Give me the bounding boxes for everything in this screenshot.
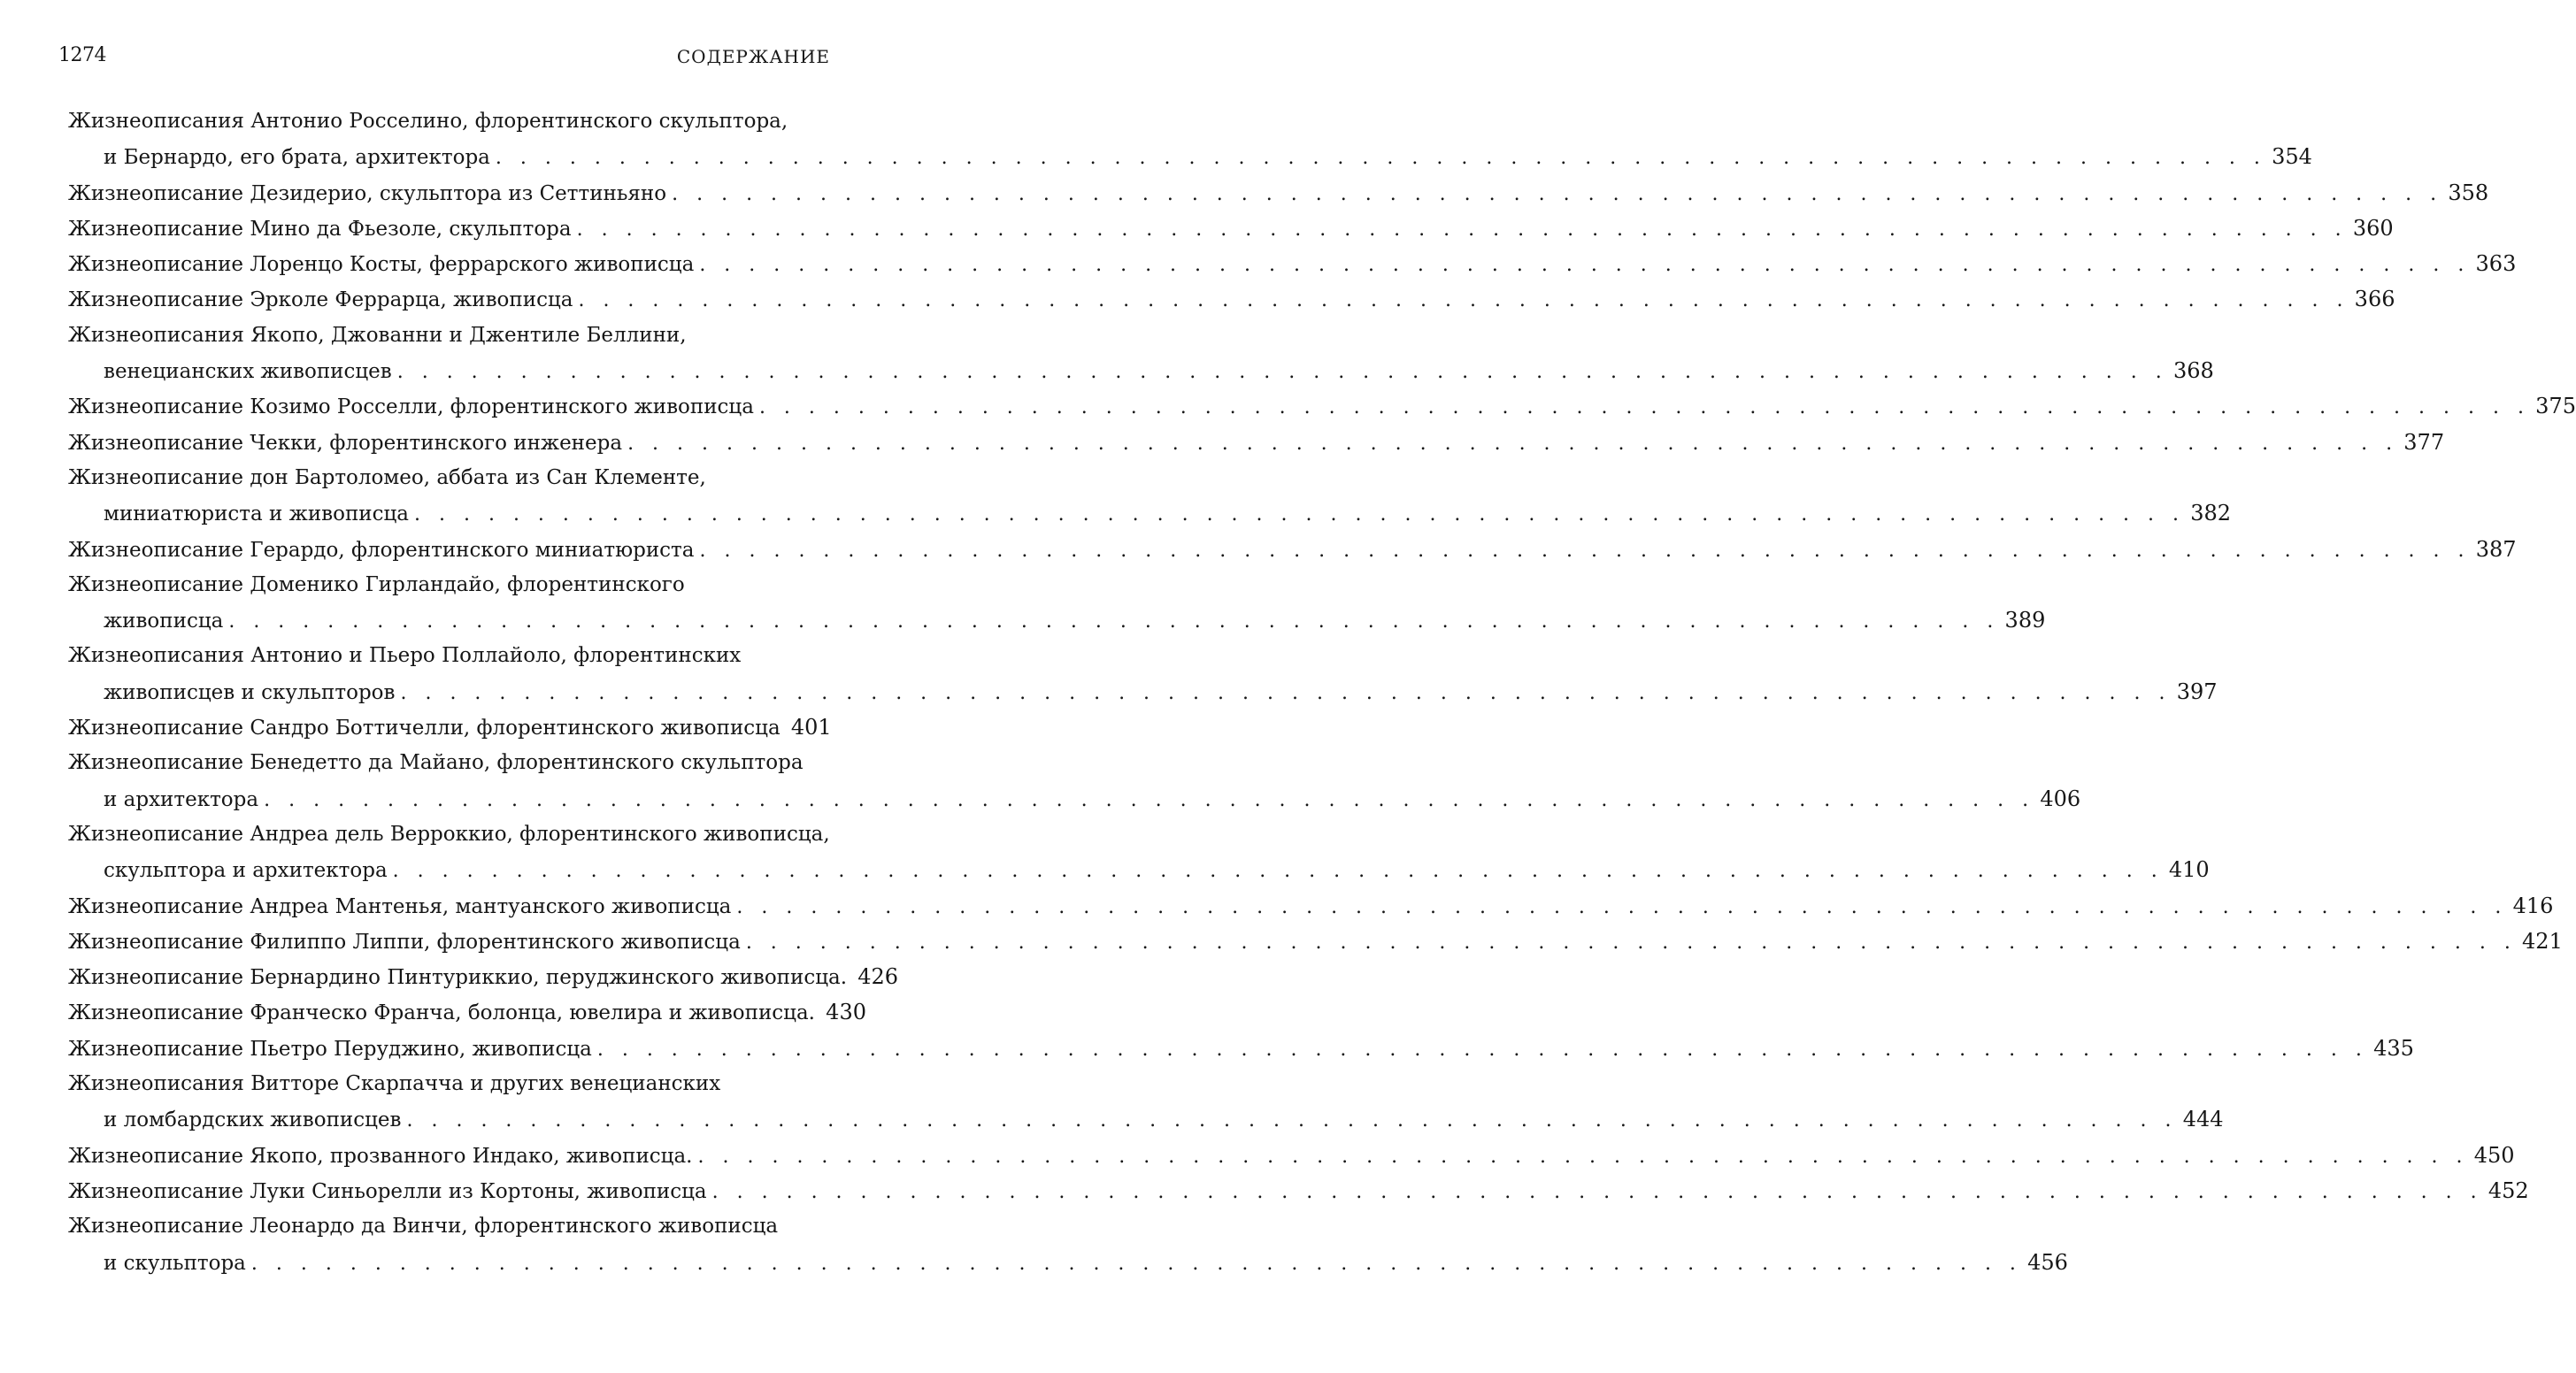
toc-entry — [66, 425, 2445, 460]
toc-page-number: 366 — [2354, 287, 2395, 312]
toc-entry-title: Жизнеописание Франческо Франча, болонца, ювелира и живописца. — [68, 1001, 815, 1025]
toc-entry-line — [66, 353, 2214, 388]
toc-page-number: 389 — [2004, 608, 2046, 633]
toc-entry-line — [66, 1138, 2515, 1173]
running-head: СОДЕРЖАНИЕ — [676, 46, 830, 67]
dot-leader — [698, 1139, 2469, 1175]
dot-leader — [712, 1175, 2483, 1210]
toc-entry — [66, 211, 2394, 246]
toc-entry-title: Жизнеописание Леонардо да Винчи, флорентинского живописца — [68, 1215, 779, 1239]
dot-leader — [397, 355, 2168, 390]
toc-entry-line — [66, 674, 2218, 710]
toc-page-number: 452 — [2488, 1177, 2529, 1203]
toc-entry-line — [66, 495, 2232, 531]
toc-entry-title: и скульптора — [104, 1251, 246, 1275]
toc-page-number: 382 — [2190, 501, 2232, 526]
toc-entry-title: Жизнеописание Козимо Росселли, флорентинского живописца — [68, 395, 754, 419]
toc-entry — [66, 1208, 2068, 1280]
toc-entry-line — [66, 924, 2563, 959]
page-header — [0, 44, 885, 73]
toc-entry-line — [66, 104, 819, 139]
toc-page-number: 444 — [2182, 1107, 2224, 1132]
toc-entry-line — [66, 175, 2489, 211]
toc-entry-line — [66, 1066, 819, 1101]
toc-entry-line — [66, 532, 2517, 567]
toc-entry-line — [66, 638, 819, 673]
toc-entry — [66, 388, 2576, 424]
toc-entry-title: Жизнеописания Антонио Росселино, флорентинского скульптора, — [68, 110, 788, 133]
toc-page-number: 421 — [2522, 928, 2563, 954]
toc-page-number: 363 — [2475, 251, 2517, 277]
dot-leader — [264, 783, 2034, 818]
page-number: 1274 — [58, 44, 106, 66]
toc-entry-title: Жизнеописание Андреа дель Верроккио, флорентинского живописца, — [68, 822, 830, 846]
toc-entry — [66, 1173, 2529, 1208]
toc-entry-title: Жизнеописание Эрколе Феррарца, живописца — [68, 288, 573, 312]
toc-entry — [66, 745, 2081, 817]
toc-page-number: 354 — [2272, 144, 2312, 170]
toc-entry-title: и Бернардо, его брата, архитектора — [104, 146, 490, 170]
dot-leader — [736, 890, 2507, 925]
toc-entry-title: Жизнеописание Мино да Фьезоле, скульптора — [68, 217, 572, 241]
toc-entry-line — [66, 281, 2395, 317]
toc-entry-title: живописца — [104, 610, 224, 633]
toc-entry-title: венецианских живописцев — [104, 360, 392, 384]
toc-page-number: 450 — [2473, 1142, 2515, 1168]
toc-entry-title: Жизнеописание Доменико Гирландайо, флорентинского — [68, 572, 685, 596]
toc-entry-title: Жизнеописания Якопо, Джованни и Джентиле Беллини, — [68, 323, 687, 347]
toc-entry-title: Жизнеописание Сандро Боттичелли, флорентинского живописца — [68, 717, 780, 740]
toc-entry-title: Жизнеописание Бенедетто да Майано, флорентинского скульптора — [68, 751, 804, 775]
dot-leader — [578, 283, 2349, 318]
toc-entry — [66, 638, 2218, 710]
toc-page-number: 360 — [2352, 215, 2394, 241]
toc-entry-line — [66, 1208, 819, 1244]
toc-entry-line — [66, 567, 819, 602]
toc-entry-line — [66, 1245, 2068, 1280]
toc-entry — [66, 888, 2554, 924]
toc-page-number: 368 — [2172, 358, 2214, 384]
dot-leader — [577, 212, 2348, 248]
toc-entry-title: Жизнеописания Антонио и Пьеро Поллайоло, флорентинских — [68, 644, 742, 668]
toc-page-number: 358 — [2448, 180, 2489, 205]
toc-entry — [66, 924, 2563, 959]
toc-entry-line — [66, 959, 899, 994]
toc-entry-title: миниатюриста и живописца — [104, 502, 409, 526]
toc-entry-line — [66, 817, 830, 852]
toc-entry-title: Жизнеописание Герардо, флорентинского миниатюриста — [68, 538, 695, 562]
toc-entry — [66, 460, 2232, 532]
toc-entry-line — [66, 1031, 2414, 1066]
toc-entry — [66, 246, 2517, 281]
toc-entry — [66, 994, 866, 1030]
dot-leader — [496, 141, 2266, 176]
toc-page-number: 397 — [2176, 679, 2218, 704]
toc-entry-line — [66, 994, 866, 1030]
toc-entry-line — [66, 745, 819, 780]
toc-page-number: 406 — [2040, 786, 2081, 811]
toc-page-number: 387 — [2475, 536, 2517, 562]
toc-entry-title: Жизнеописания Витторе Скарпачча и других венецианских — [68, 1072, 721, 1096]
dot-leader — [414, 497, 2185, 533]
dot-leader — [228, 604, 1999, 640]
toc-page-number: 416 — [2512, 893, 2554, 918]
toc-entry-title: Жизнеописание дон Бартоломео, аббата из Сан Клементе, — [68, 465, 706, 489]
toc-page-number: 426 — [857, 964, 899, 990]
toc-entry — [66, 1066, 2224, 1138]
toc-page-number: 456 — [2027, 1249, 2068, 1275]
toc-entry-line — [66, 602, 2046, 638]
toc-entry — [66, 175, 2489, 211]
toc-entry — [66, 532, 2517, 567]
toc-entry-line — [66, 1173, 2529, 1208]
toc-entry-title: Жизнеописание Филиппо Липпи, флорентинского живописца — [68, 930, 741, 954]
toc-entry-title: живописцев и скульпторов — [104, 680, 396, 704]
toc-page-number: 401 — [790, 715, 832, 740]
toc-entry-line — [66, 460, 819, 495]
dot-leader — [393, 854, 2164, 889]
dot-leader — [759, 390, 2530, 426]
toc-entry-line — [66, 388, 2576, 424]
toc-entry-title: Жизнеописание Дезидерио, скульптора из Сеттиньяно — [68, 181, 667, 205]
toc-entry-title: Жизнеописание Лоренцо Косты, феррарского живописца — [68, 253, 695, 277]
toc-entry-line — [66, 710, 832, 745]
toc-entry-line — [66, 246, 2517, 281]
toc-page-number: 410 — [2168, 857, 2210, 883]
toc-entry-title: Жизнеописание Якопо, прозванного Индако, живописца. — [68, 1144, 693, 1168]
dot-leader — [627, 426, 2398, 462]
table-of-contents — [66, 104, 2576, 1280]
dot-leader — [597, 1032, 2368, 1068]
toc-entry-title: Жизнеописание Чекки, флорентинского инженера — [68, 431, 623, 455]
dot-leader — [251, 1246, 2022, 1282]
toc-entry-line — [66, 318, 819, 353]
toc-entry-title: Жизнеописание Луки Синьорелли из Кортоны, живописца — [68, 1179, 707, 1203]
toc-entry — [66, 710, 832, 745]
toc-entry-title: и архитектора — [104, 787, 259, 811]
dot-leader — [400, 676, 2171, 711]
toc-page-number: 375 — [2535, 394, 2576, 419]
toc-entry — [66, 959, 899, 994]
toc-page-number: 435 — [2373, 1035, 2414, 1061]
dot-leader — [746, 925, 2517, 961]
dot-leader — [700, 533, 2471, 569]
toc-entry — [66, 104, 2312, 175]
toc-entry — [66, 281, 2395, 317]
toc-entry — [66, 567, 2046, 639]
toc-entry-line — [66, 1101, 2224, 1137]
dot-leader — [699, 248, 2470, 283]
toc-entry-title: Жизнеописание Бернардино Пинтуриккио, перуджинского живописца. — [68, 966, 848, 990]
toc-entry-title: Жизнеописание Пьетро Перуджино, живописца — [68, 1037, 592, 1061]
toc-entry-line — [66, 888, 2554, 924]
toc-entry-line — [66, 139, 2312, 174]
dot-leader — [672, 177, 2442, 212]
toc-page-number: 430 — [826, 1000, 866, 1025]
toc-entry — [66, 817, 2210, 888]
toc-entry-title: скульптора и архитектора — [104, 859, 388, 883]
toc-page-number: 377 — [2403, 429, 2445, 455]
dot-leader — [406, 1103, 2177, 1139]
toc-entry-title: Жизнеописание Андреа Мантенья, мантуанского живописца — [68, 894, 732, 918]
toc-entry-title: и ломбардских живописцев — [104, 1108, 402, 1132]
toc-entry-line — [66, 425, 2445, 460]
toc-entry — [66, 318, 2214, 389]
toc-entry-line — [66, 781, 2081, 817]
toc-entry-line — [66, 211, 2394, 246]
toc-entry — [66, 1138, 2515, 1173]
toc-entry-line — [66, 852, 2210, 887]
toc-entry — [66, 1031, 2414, 1066]
